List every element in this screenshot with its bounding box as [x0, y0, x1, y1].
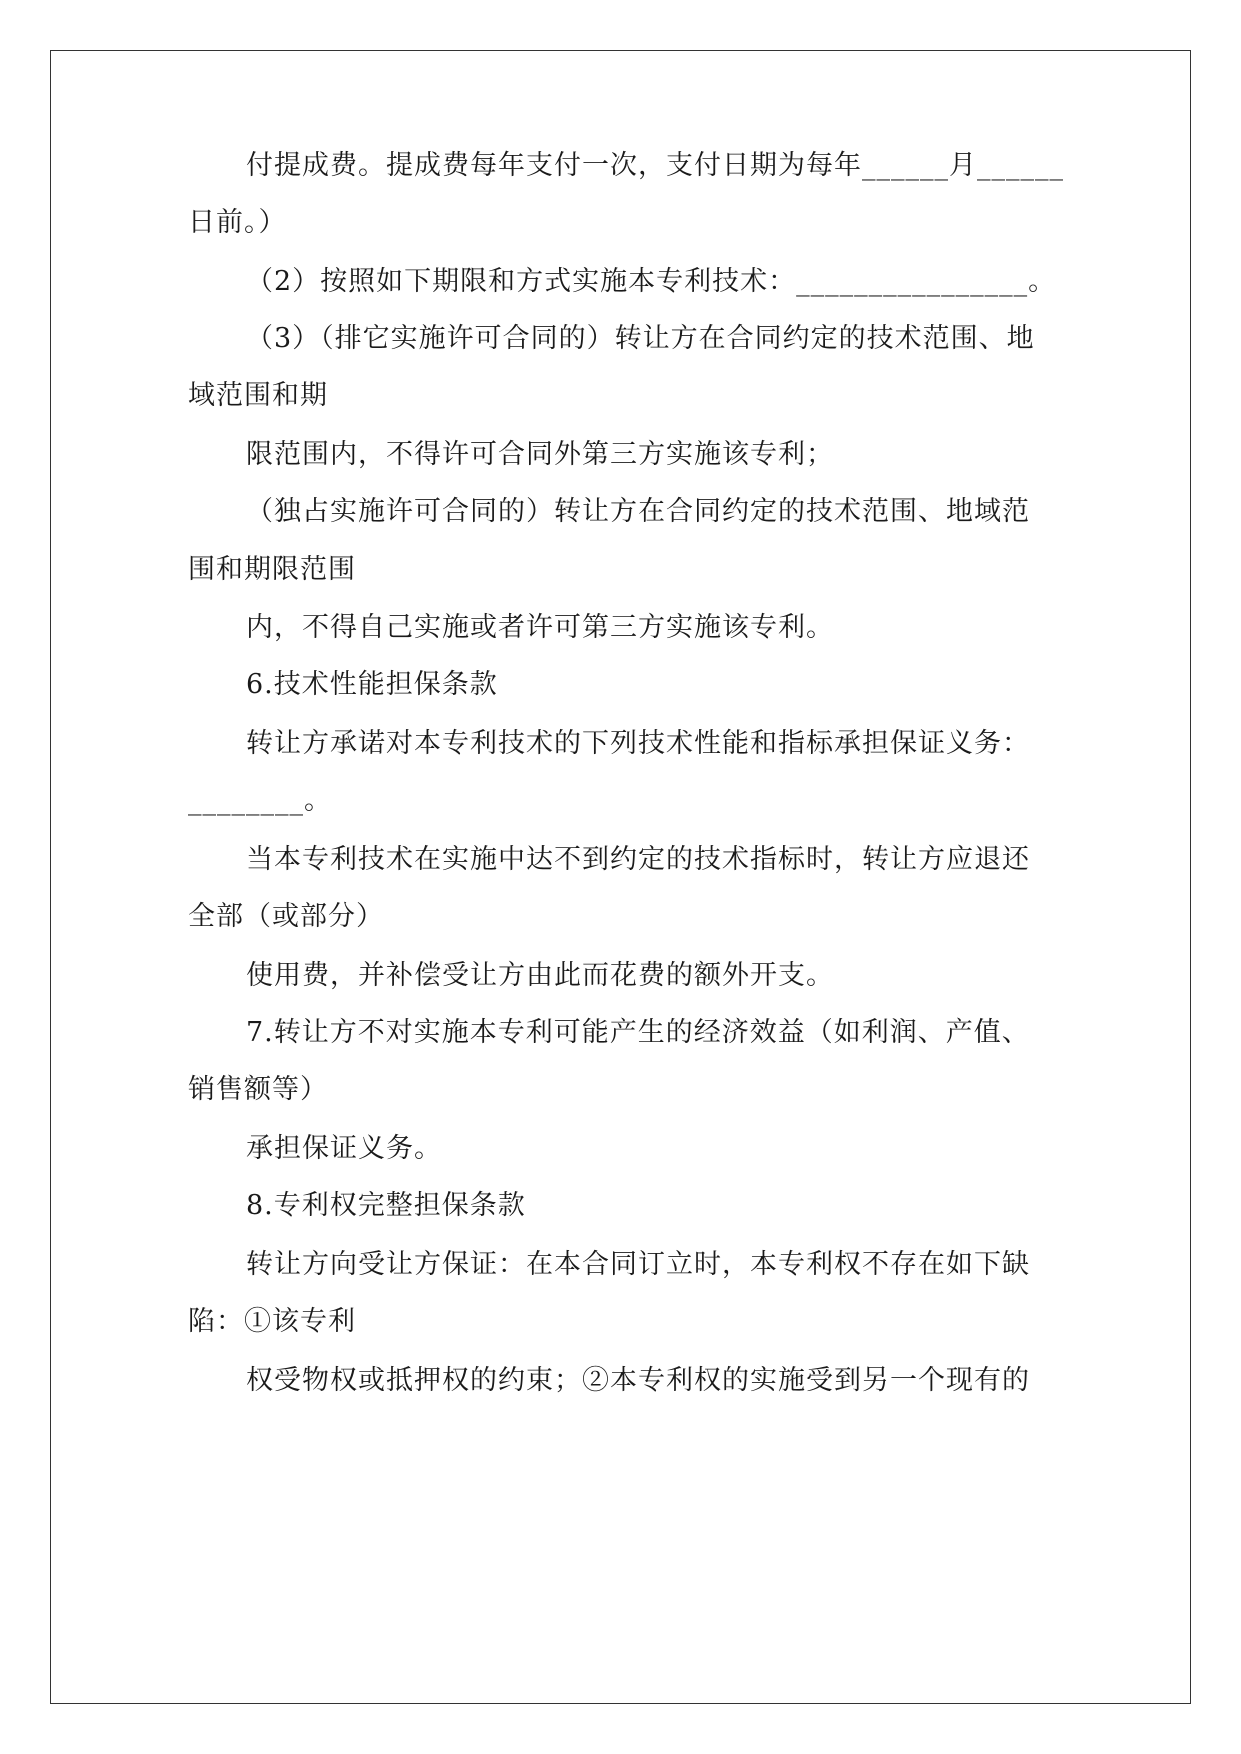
section-heading: 8.专利权完整担保条款 [246, 1190, 526, 1221]
text-line: （独占实施许可合同的）转让方在合同约定的技术范围、地域范 [246, 496, 1030, 527]
text-line: 使用费，并补偿受让方由此而花费的额外开支。 [246, 960, 834, 991]
text-line: 转让方承诺对本专利技术的下列技术性能和指标承担保证义务： [246, 728, 1030, 759]
text-line: 销售额等） [188, 1074, 328, 1105]
text-line: （3）（排它实施许可合同的）转让方在合同约定的技术范围、地 [246, 323, 1035, 354]
text-line: 限范围内，不得许可合同外第三方实施该专利； [246, 439, 834, 470]
section-heading: 7.转让方不对实施本专利可能产生的经济效益（如利润、产值、 [246, 1017, 1030, 1048]
text-line: 域范围和期 [188, 380, 328, 411]
text-line: 围和期限范围 [188, 554, 356, 585]
text-line: ________。 [188, 785, 332, 816]
text-line: 当本专利技术在实施中达不到约定的技术指标时，转让方应退还 [246, 844, 1030, 875]
text-line: （2）按照如下期限和方式实施本专利技术：________________。 [246, 266, 1057, 297]
text-line: 内，不得自己实施或者许可第三方实施该专利。 [246, 612, 834, 643]
text-line: 权受物权或抵押权的约束；②本专利权的实施受到另一个现有的 [246, 1365, 1030, 1396]
text-line: 全部（或部分） [188, 901, 384, 932]
text-line: 承担保证义务。 [246, 1133, 442, 1164]
section-heading: 6.技术性能担保条款 [246, 669, 498, 700]
text-line: 日前。） [188, 207, 287, 238]
text-line: 付提成费。提成费每年支付一次，支付日期为每年______月______ [246, 150, 1064, 181]
text-line: 陷：①该专利 [188, 1306, 356, 1337]
text-line: 转让方向受让方保证：在本合同订立时，本专利权不存在如下缺 [246, 1249, 1030, 1280]
